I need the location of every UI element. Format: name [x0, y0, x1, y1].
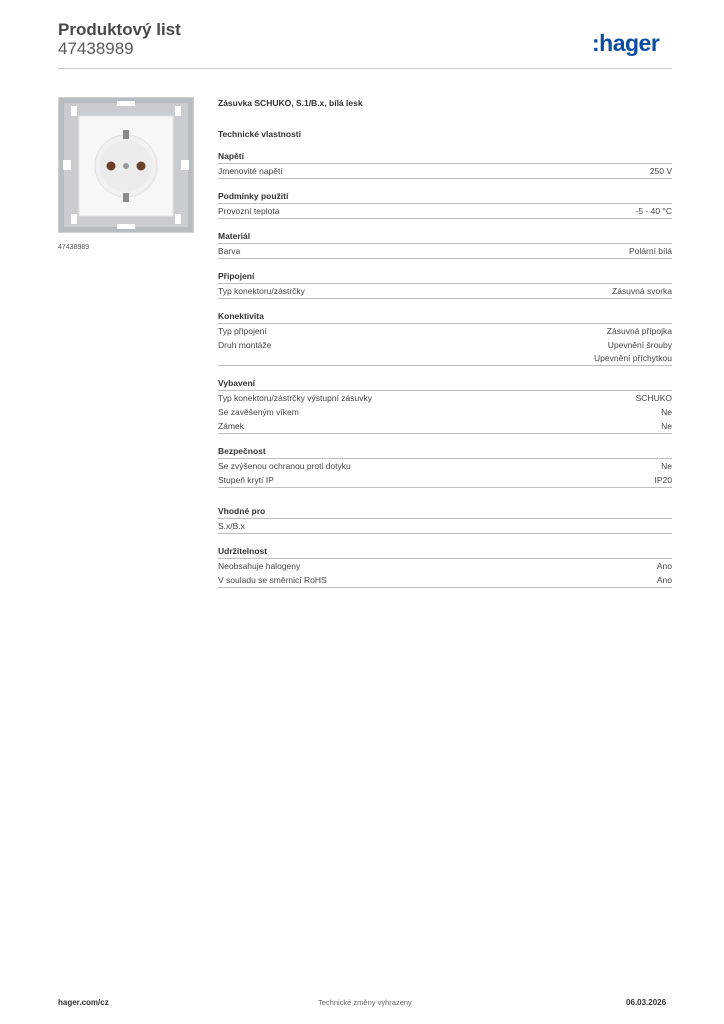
property-value: Ne — [661, 461, 672, 471]
property-value: 250 V — [649, 166, 672, 176]
group-divider — [218, 587, 672, 588]
property-label: Typ konektoru/zástrčky výstupní zásuvky — [218, 393, 373, 403]
product-name: Zásuvka SCHUKO, S.1/B.x, bílá lesk — [218, 98, 363, 108]
footer-date: 06.03.2026 — [626, 998, 667, 1007]
property-value: Ano — [656, 575, 672, 585]
group-divider — [218, 533, 672, 534]
property-row — [218, 284, 672, 298]
property-label: Provozní teplota — [218, 206, 280, 216]
property-label: S.x/B.x — [218, 521, 245, 531]
property-row — [218, 204, 672, 218]
group-divider — [218, 365, 672, 366]
property-row — [218, 419, 672, 433]
property-label: V souladu se směrnicí RoHS — [218, 575, 327, 585]
group-divider — [218, 433, 672, 434]
group-title: Napětí — [218, 151, 672, 164]
technical-properties-heading: Technické vlastnosti — [218, 129, 301, 139]
property-group — [218, 191, 672, 219]
group-divider — [218, 178, 672, 179]
property-label: Se zvýšenou ochranou proti dotyku — [218, 461, 351, 471]
property-row — [218, 405, 672, 419]
property-row — [218, 473, 672, 487]
property-row — [218, 324, 672, 338]
group-divider — [218, 258, 672, 259]
property-value: Zásuvná přípojka — [606, 326, 672, 336]
group-title: Připojení — [218, 271, 672, 284]
socket-illustration — [59, 98, 193, 232]
product-image — [58, 97, 194, 233]
property-label: Barva — [218, 246, 241, 256]
property-group — [218, 506, 672, 534]
property-row — [218, 519, 672, 533]
group-divider — [218, 298, 672, 299]
property-label: Zámek — [218, 421, 244, 431]
property-value: Upevnění šrouby Upevnění příchytkou — [594, 340, 672, 363]
property-groups — [218, 151, 672, 588]
property-label: Stupeň krytí IP — [218, 475, 274, 485]
footer-notice: Technické změny vyhrazeny — [318, 998, 412, 1007]
property-value: SCHUKO — [635, 393, 672, 403]
hager-logo: :hager — [592, 30, 660, 56]
property-value: IP20 — [654, 475, 672, 485]
group-title: Bezpečnost — [218, 446, 672, 459]
property-value: Ne — [661, 421, 672, 431]
group-title: Vybavení — [218, 378, 672, 391]
group-divider — [218, 218, 672, 219]
property-row — [218, 573, 672, 587]
property-group — [218, 311, 672, 366]
property-row — [218, 164, 672, 178]
group-title: Materiál — [218, 231, 672, 244]
property-group — [218, 546, 672, 588]
product-number: 47438989 — [58, 39, 134, 58]
property-value: Ne — [661, 407, 672, 417]
property-label: Se zavěšeným víkem — [218, 407, 299, 417]
header-divider — [58, 68, 672, 69]
property-group — [218, 378, 672, 434]
property-label: Druh montáže — [218, 340, 272, 350]
group-title: Vhodné pro — [218, 506, 672, 519]
property-row — [218, 459, 672, 473]
property-label: Jmenovité napětí — [218, 166, 283, 176]
group-title: Udržitelnost — [218, 546, 672, 559]
property-group — [218, 271, 672, 299]
group-title: Podmínky použití — [218, 191, 672, 204]
page-title: Produktový list — [58, 20, 181, 39]
footer-website: hager.com/cz — [58, 998, 109, 1007]
property-value: -5 - 40 °C — [635, 206, 672, 216]
property-row — [218, 391, 672, 405]
product-details — [218, 97, 672, 600]
image-caption: 47438989 — [58, 244, 90, 251]
property-value: Polární bílá — [629, 246, 672, 256]
property-group — [218, 151, 672, 179]
group-title: Konektivita — [218, 311, 672, 324]
property-row — [218, 559, 672, 573]
property-group — [218, 446, 672, 488]
property-label: Typ konektoru/zástrčky — [218, 286, 305, 296]
group-divider — [218, 487, 672, 488]
property-row — [218, 244, 672, 258]
property-value: Ano — [656, 561, 672, 571]
property-label: Neobsahuje halogeny — [218, 561, 301, 571]
property-value: Zásuvná svorka — [612, 286, 672, 296]
property-row — [218, 338, 672, 365]
property-label: Typ připojení — [218, 326, 267, 336]
property-group — [218, 231, 672, 259]
